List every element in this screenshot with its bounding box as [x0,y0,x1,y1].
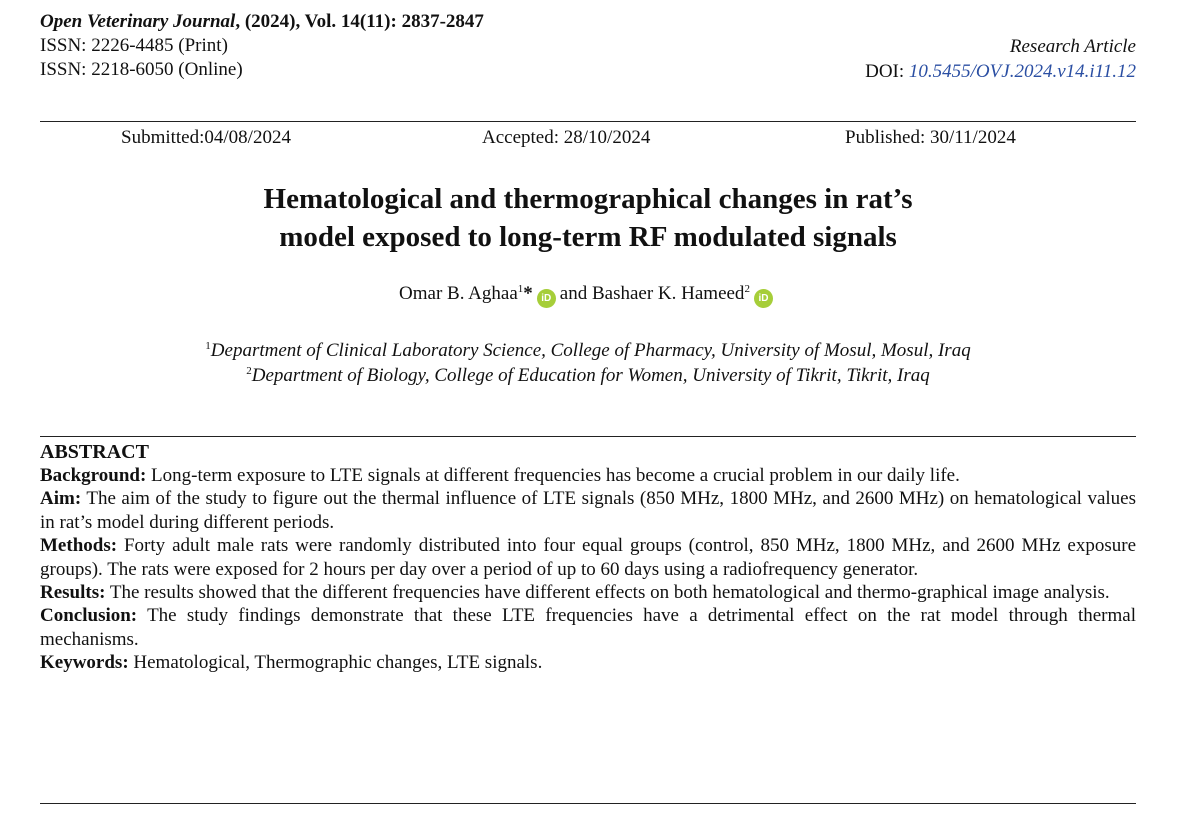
doi-label: DOI: [865,61,909,82]
affiliations [40,338,1136,388]
accepted-date: Accepted: 28/10/2024 [482,127,651,148]
abstract-section [40,441,1136,675]
journal-name: Open Veterinary Journal [40,11,236,32]
issn-print: ISSN: 2226-4485 (Print) [40,35,228,56]
abstract-keywords: Keywords: Hematological, Thermographic changes, LTE signals. [40,652,543,674]
doi-line [865,59,1136,84]
title-line-1: Hematological and thermographical changes in rat’s [263,183,913,215]
header-rule [40,121,1136,122]
affiliation-2: $^2$Department of Biology, College of Education for Women, University of Tikrit, Tikrit, Iraq [246,365,930,386]
abstract-conclusion: Conclusion: The study findings demonstrate that these LTE frequencies have a detrimental effect on the rat model through thermal mechanisms. [40,605,1136,650]
doi-link[interactable]: 10.5455/OVJ.2024.v14.i11.12 [908,61,1136,82]
journal-header [40,10,484,82]
author-1-name: Omar B. Aghaa [399,283,518,304]
published-date: Published: 30/11/2024 [845,127,1016,148]
corresponding-author-mark: * [523,283,533,304]
article-first-page [40,0,1136,828]
abstract-aim: Aim: The aim of the study to figure out the thermal influence of LTE signals (850 MHz, 1800 MHz, and 2600 MHz) on hematological values in rat’s model during different periods. [40,488,1136,533]
article-meta [865,34,1136,84]
title-line-2: model exposed to long-term RF modulated signals [279,221,897,253]
article-type: Research Article [1009,36,1136,57]
journal-volume-info: , (2024), Vol. 14(11): 2837-2847 [235,11,484,32]
author-2-name: Bashaer K. Hameed [591,283,745,304]
abstract-bottom-rule [40,803,1136,804]
abstract-heading: ABSTRACT [40,441,149,463]
author-list [40,282,1136,308]
submitted-date: Submitted:04/08/2024 [121,127,291,148]
abstract-background: Background: Long-term exposure to LTE signals at different frequencies has become a crucial problem in our daily life. [40,465,960,486]
issn-online: ISSN: 2218-6050 (Online) [40,59,243,80]
journal-citation [40,10,484,34]
orcid-icon[interactable]: iD [537,289,556,308]
abstract-results: Results: The results showed that the different frequencies have different effects on both hematological and thermo-graphical image analysis. [40,582,1110,604]
orcid-icon[interactable]: iD [754,289,773,308]
author-2-affiliation: 2 [744,283,750,295]
abstract-top-rule [40,436,1136,437]
abstract-methods: Methods: Forty adult male rats were randomly distributed into four equal groups (control, 850 MHz, 1800 MHz, and 2600 MHz exposure groups). The rats were exposed for 2 hours per day over a period of up to 60 days using a radiofrequency generator. [40,535,1136,580]
article-title [40,180,1136,256]
author-1-affiliation: 1 [517,283,524,295]
author-connector: and [559,283,588,304]
affiliation-1: $^1$Department of Clinical Laboratory Science, College of Pharmacy, University of Mosul, Mosul, Iraq [205,340,971,361]
